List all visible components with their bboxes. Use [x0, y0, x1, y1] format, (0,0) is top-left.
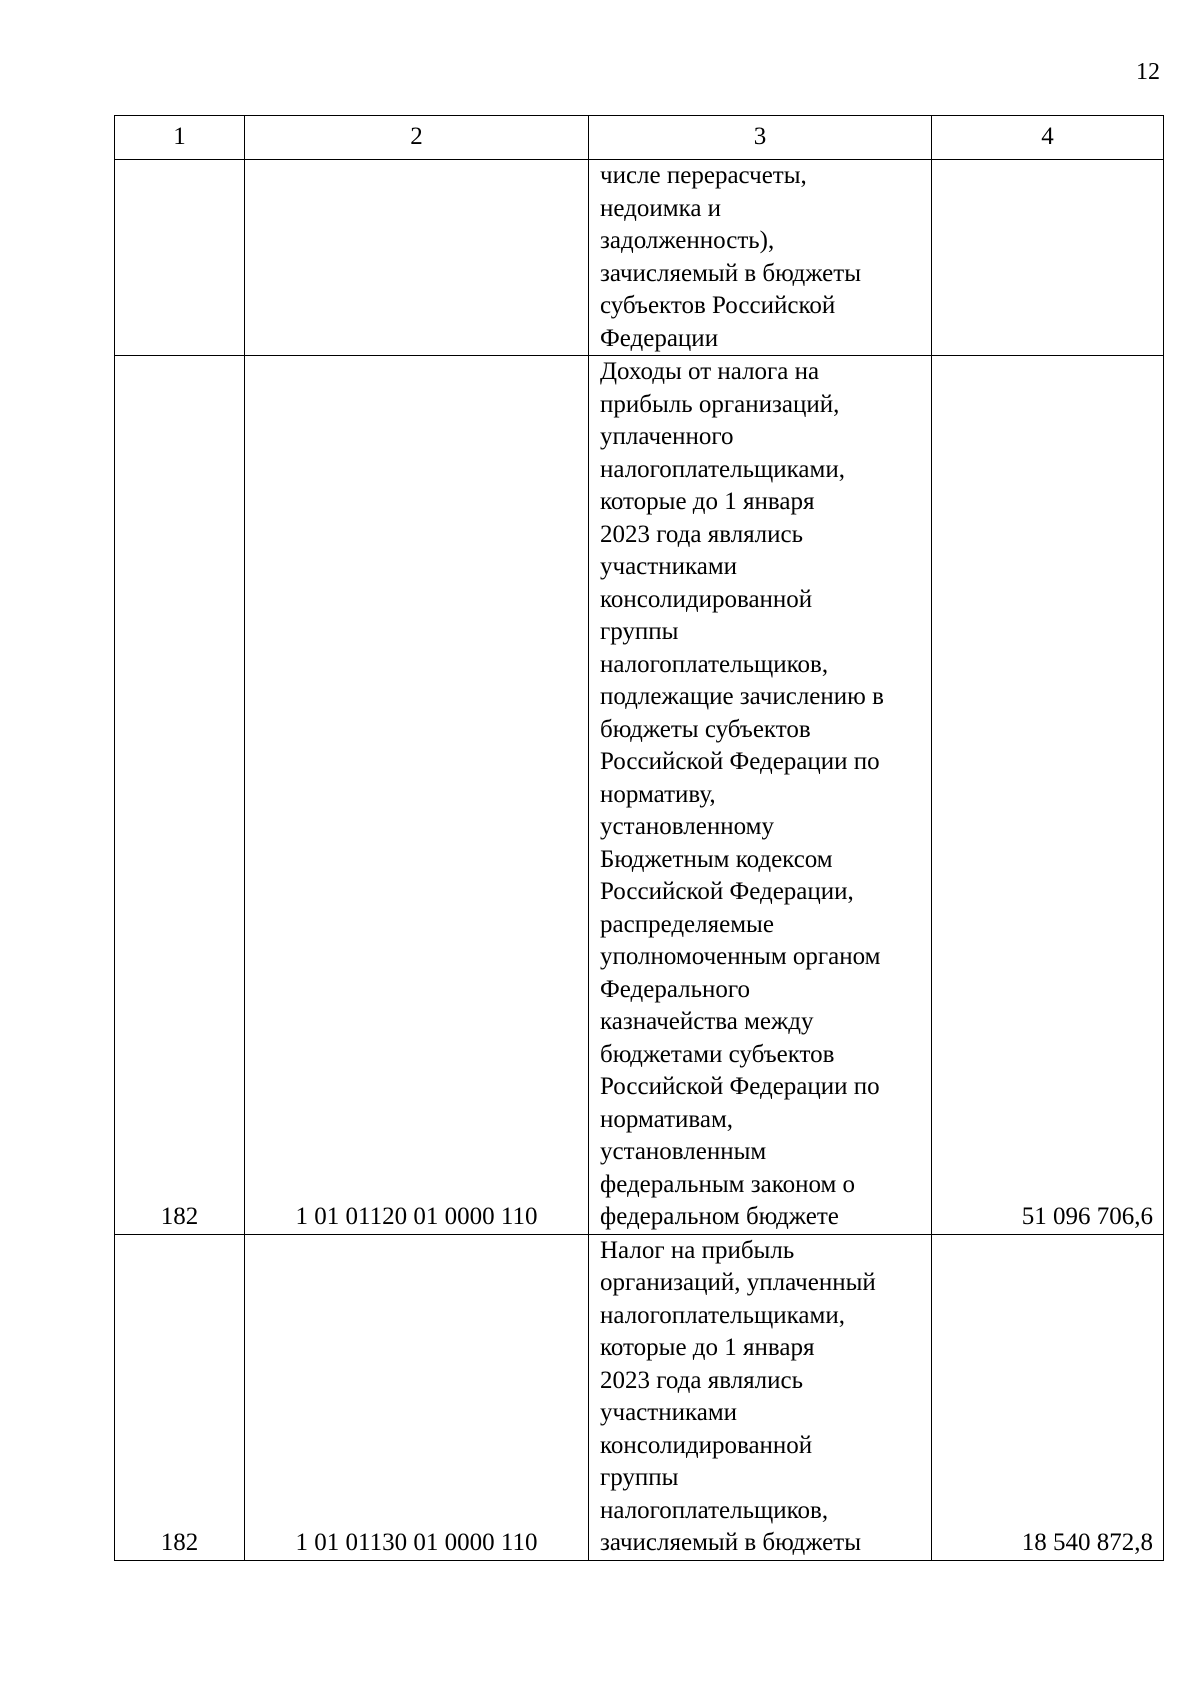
amount-cell: 51 096 706,6	[932, 356, 1164, 1235]
column-header-4: 4	[932, 116, 1164, 160]
admin-code-cell	[115, 160, 245, 356]
kbk-code-cell	[245, 160, 589, 356]
revenue-table	[114, 115, 1164, 1561]
table-row	[115, 160, 1164, 356]
admin-code-cell: 182	[115, 356, 245, 1235]
table-row	[115, 356, 1164, 1235]
admin-code-cell: 182	[115, 1234, 245, 1560]
table-row	[115, 1234, 1164, 1560]
description-cell	[589, 1234, 932, 1560]
amount-cell	[932, 160, 1164, 356]
column-header-1: 1	[115, 116, 245, 160]
description-text: числе перерасчеты, недоимка и задолженность), зачисляемый в бюджеты субъектов Российской Федерации	[600, 162, 861, 352]
column-header-3: 3	[589, 116, 932, 160]
kbk-code-cell: 1 01 01130 01 0000 110	[245, 1234, 589, 1560]
description-cell	[589, 356, 932, 1235]
description-text: Доходы от налога на прибыль организаций, уплаченного налогоплательщиками, которые до 1 января 2023 года являлись участниками консолидированной группы налогоплательщиков, подлежащие зачислению в бюджеты субъектов Российской Федерации по нормативу, установленному Бюджетным кодексом Российской Федерации, распределяемые уполномоченным органом Федерального казначейства между бюджетами субъектов Российской Федерации по нормативам, установленным федеральным законом о федеральном бюджете	[600, 358, 884, 1230]
kbk-code-cell: 1 01 01120 01 0000 110	[245, 356, 589, 1235]
description-text: Налог на прибыль организаций, уплаченный налогоплательщиками, которые до 1 января 2023 года являлись участниками консолидированной группы налогоплательщиков, зачисляемый в бюджеты	[600, 1236, 876, 1556]
table-header-row	[115, 116, 1164, 160]
description-cell	[589, 160, 932, 356]
page-number: 12	[1136, 59, 1160, 85]
amount-cell: 18 540 872,8	[932, 1234, 1164, 1560]
column-header-2: 2	[245, 116, 589, 160]
